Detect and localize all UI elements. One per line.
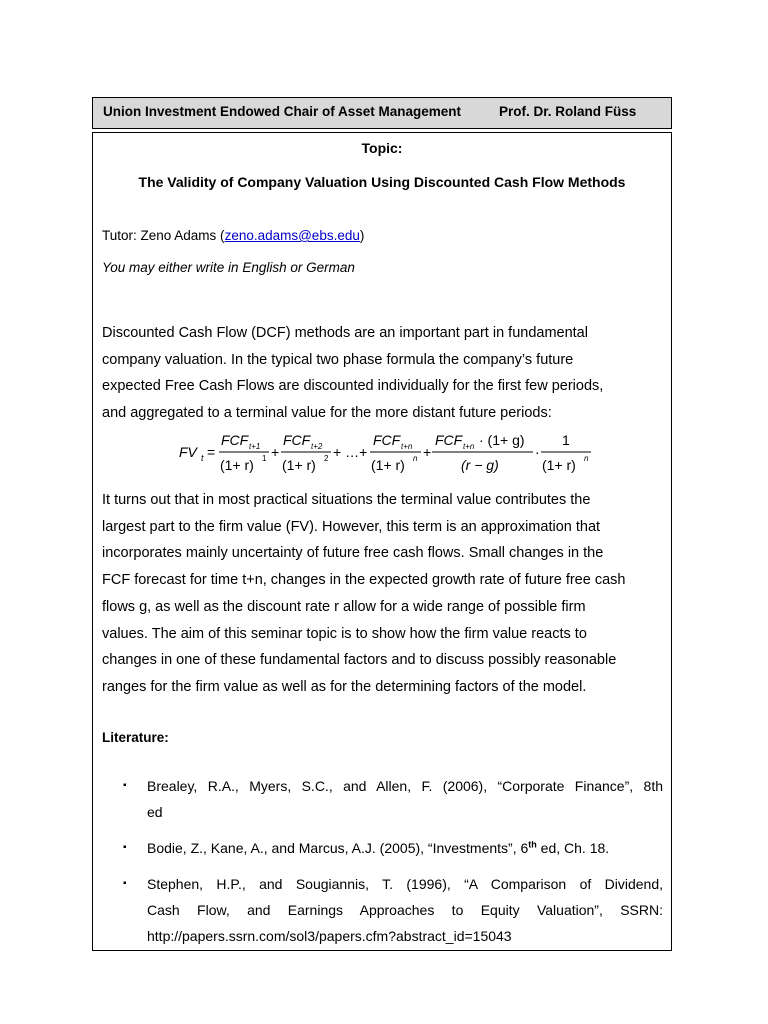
term4-numerator-tail: · (1+ g) [479,432,525,448]
term4-numerator-sub: t+n [463,442,475,451]
dcf-formula [173,429,613,479]
term3-denominator: (1+ r) [371,457,405,473]
reference-text-post: ed, Ch. 18. [536,840,610,856]
body-line: FCF forecast for time t+n, changes in the expected growth rate of future free cash [102,572,626,589]
body-paragraph [102,487,662,701]
term3-numerator-sub: t+n [401,442,413,451]
bullet-icon: ▪ [123,878,127,889]
literature-label: Literature: [102,730,169,745]
body-line: flows g, as well as the discount rate r allow for a wide range of possible firm [102,598,586,615]
reference-text [147,835,663,861]
term1-denominator: (1+ r) [220,457,254,473]
term5-numerator: 1 [562,432,570,448]
term1-numerator: FCF [221,432,249,448]
intro-line: and aggregated to a terminal value for the more distant future periods: [102,405,552,422]
bullet-icon: ▪ [123,780,127,791]
reference-text-pre: Bodie, Z., Kane, A., and Marcus, A.J. (2005), “Investments”, 6 [147,840,529,856]
chair-name: Union Investment Endowed Chair of Asset Management [103,104,462,119]
term2-denominator-sup: 2 [324,454,329,463]
term5-denominator: (1+ r) [542,457,576,473]
term3-numerator: FCF [373,432,401,448]
body-line: changes in one of these fundamental factors and to discuss possibly reasonable [102,652,617,669]
term5-denominator-sup: n [584,454,589,463]
topic-label: Topic: [361,140,403,156]
body-line: values. The aim of this seminar topic is to show how the firm value reacts to [102,625,587,642]
body-line: largest part to the firm value (FV). However, this term is an approximation that [102,518,601,535]
body-line: incorporates mainly uncertainty of future free cash flows. Small changes in the [102,545,604,562]
reference-text [147,871,663,949]
list-item [123,871,663,949]
superscript-th: th [528,839,537,850]
term1-denominator-sup: 1 [262,454,267,463]
reference-url[interactable]: http://papers.ssrn.com/sol3/papers.cfm?abstract_id=15043 [147,928,512,944]
term3-denominator-sup: n [413,454,418,463]
term2-numerator-sub: t+2 [311,442,323,451]
tutor-line [102,228,364,243]
body-line: ranges for the firm value as well as for the determining factors of the model. [102,678,587,695]
term2-denominator: (1+ r) [282,457,316,473]
formula-lhs-sub: t [201,453,204,463]
formula-ellipsis: + …+ [333,444,368,460]
literature-list [123,773,663,949]
tutor-suffix: ) [359,228,365,243]
reference-text [147,773,663,825]
bullet-icon: ▪ [123,842,127,853]
term2-numerator: FCF [283,432,311,448]
term1-numerator-sub: t+1 [249,442,261,451]
plus-sign: + [271,444,280,460]
language-note: You may either write in English or German [102,260,355,275]
formula-equals: = [207,444,216,460]
header-bar [92,97,672,129]
intro-line: company valuation. In the typical two phase formula the company’s future [102,351,574,368]
reference-line: Brealey, R.A., Myers, S.C., and Allen, F. (2006), “Corporate Finance”, 8th [147,778,663,794]
plus-sign: + [423,444,432,460]
list-item [123,835,663,861]
body-line: It turns out that in most practical situations the terminal value contributes the [102,492,591,508]
content-box [92,132,672,951]
tutor-email-link[interactable]: zeno.adams@ebs.edu [224,228,360,243]
intro-line: expected Free Cash Flows are discounted individually for the first few periods, [102,378,604,395]
list-item [123,773,663,825]
tutor-prefix: Tutor: Zeno Adams ( [102,228,225,243]
reference-line: Cash Flow, and Earnings Approaches to Equity Valuation”, SSRN: [147,902,663,918]
reference-line: ed [147,804,163,820]
multiply-dot: · [535,444,540,460]
reference-line: Stephen, H.P., and Sougiannis, T. (1996), “A Comparison of Dividend, [147,876,663,892]
topic-title: The Validity of Company Valuation Using Discounted Cash Flow Methods [138,174,626,190]
intro-line: Discounted Cash Flow (DCF) methods are an important part in fundamental [102,325,588,341]
term4-denominator: (r − g) [461,457,499,473]
formula-lhs: FV [179,444,197,460]
intro-paragraph [102,320,662,427]
professor-name: Prof. Dr. Roland Füss [499,104,637,119]
term4-numerator: FCF [435,432,463,448]
